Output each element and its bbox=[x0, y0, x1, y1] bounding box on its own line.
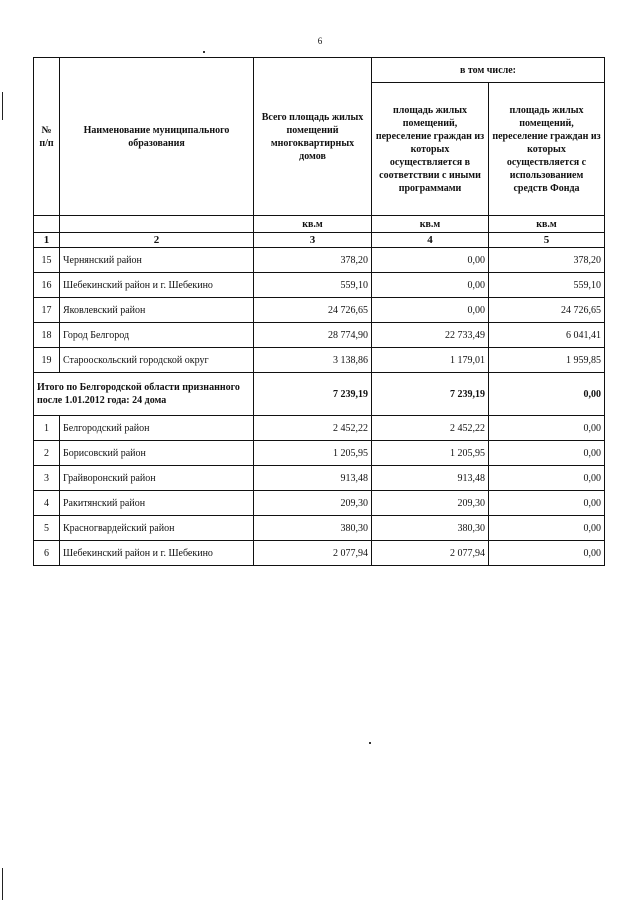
row-fund: 378,20 bbox=[489, 248, 605, 273]
unit-fund: кв.м bbox=[489, 216, 605, 233]
row-other: 913,48 bbox=[372, 466, 489, 491]
table-row bbox=[34, 416, 605, 441]
unit-total: кв.м bbox=[254, 216, 372, 233]
housing-area-table bbox=[33, 57, 605, 566]
row-total: 378,20 bbox=[254, 248, 372, 273]
table-row bbox=[34, 323, 605, 348]
row-fund: 0,00 bbox=[489, 441, 605, 466]
row-fund: 0,00 bbox=[489, 491, 605, 516]
row-total: 2 077,94 bbox=[254, 541, 372, 566]
table-row bbox=[34, 541, 605, 566]
row-fund: 559,10 bbox=[489, 273, 605, 298]
unit-other: кв.м bbox=[372, 216, 489, 233]
table-row bbox=[34, 273, 605, 298]
row-name: Город Белгород bbox=[60, 323, 254, 348]
row-num: 4 bbox=[34, 491, 60, 516]
row-name: Чернянский район bbox=[60, 248, 254, 273]
column-number: 4 bbox=[372, 233, 489, 248]
table-row bbox=[34, 298, 605, 323]
row-num: 15 bbox=[34, 248, 60, 273]
header-num: № п/п bbox=[34, 58, 60, 216]
row-other: 209,30 bbox=[372, 491, 489, 516]
row-other: 0,00 bbox=[372, 273, 489, 298]
row-num: 19 bbox=[34, 348, 60, 373]
column-number: 3 bbox=[254, 233, 372, 248]
row-other: 2 077,94 bbox=[372, 541, 489, 566]
total-fund: 0,00 bbox=[489, 373, 605, 416]
row-total: 1 205,95 bbox=[254, 441, 372, 466]
row-name: Яковлевский район bbox=[60, 298, 254, 323]
row-total: 559,10 bbox=[254, 273, 372, 298]
table-row bbox=[34, 466, 605, 491]
table-row bbox=[34, 516, 605, 541]
row-total: 28 774,90 bbox=[254, 323, 372, 348]
table-row bbox=[34, 248, 605, 273]
row-name: Красногвардейский район bbox=[60, 516, 254, 541]
row-name: Борисовский район bbox=[60, 441, 254, 466]
row-fund: 24 726,65 bbox=[489, 298, 605, 323]
table-row bbox=[34, 491, 605, 516]
row-num: 5 bbox=[34, 516, 60, 541]
column-number: 1 bbox=[34, 233, 60, 248]
page-number: 6 bbox=[317, 36, 323, 46]
row-total: 2 452,22 bbox=[254, 416, 372, 441]
header-other-programs: площадь жилых помещений, переселение граждан из которых осуществляется в соответствии с иными программами bbox=[372, 83, 489, 216]
row-name: Грайворонский район bbox=[60, 466, 254, 491]
row-num: 3 bbox=[34, 466, 60, 491]
header-total: Всего площадь жилых помещений многоквартирных домов bbox=[254, 58, 372, 216]
header-fund: площадь жилых помещений, переселение граждан из которых осуществляется с использованием средств Фонда bbox=[489, 83, 605, 216]
row-name: Ракитянский район bbox=[60, 491, 254, 516]
row-fund: 1 959,85 bbox=[489, 348, 605, 373]
row-total: 209,30 bbox=[254, 491, 372, 516]
row-other: 0,00 bbox=[372, 248, 489, 273]
row-other: 1 205,95 bbox=[372, 441, 489, 466]
row-other: 2 452,22 bbox=[372, 416, 489, 441]
table-row bbox=[34, 348, 605, 373]
scan-margin-mark bbox=[2, 868, 3, 900]
header-name: Наименование муниципального образования bbox=[60, 58, 254, 216]
row-num: 18 bbox=[34, 323, 60, 348]
row-name: Белгородский район bbox=[60, 416, 254, 441]
total-row bbox=[34, 373, 605, 416]
row-fund: 0,00 bbox=[489, 466, 605, 491]
total-label: Итого по Белгородской области признанного после 1.01.2012 года: 24 дома bbox=[34, 373, 254, 416]
row-total: 380,30 bbox=[254, 516, 372, 541]
scan-dot bbox=[369, 742, 371, 744]
row-fund: 0,00 bbox=[489, 541, 605, 566]
row-num: 6 bbox=[34, 541, 60, 566]
row-num: 2 bbox=[34, 441, 60, 466]
row-fund: 0,00 bbox=[489, 416, 605, 441]
row-fund: 6 041,41 bbox=[489, 323, 605, 348]
row-num: 17 bbox=[34, 298, 60, 323]
row-total: 24 726,65 bbox=[254, 298, 372, 323]
header-including: в том числе: bbox=[372, 58, 605, 83]
row-num: 16 bbox=[34, 273, 60, 298]
row-other: 380,30 bbox=[372, 516, 489, 541]
column-number: 5 bbox=[489, 233, 605, 248]
scan-margin-mark bbox=[2, 92, 3, 120]
row-total: 913,48 bbox=[254, 466, 372, 491]
total-other: 7 239,19 bbox=[372, 373, 489, 416]
unit-empty bbox=[34, 216, 60, 233]
total-total: 7 239,19 bbox=[254, 373, 372, 416]
row-other: 22 733,49 bbox=[372, 323, 489, 348]
row-name: Шебекинский район и г. Шебекино bbox=[60, 273, 254, 298]
unit-empty bbox=[60, 216, 254, 233]
row-name: Шебекинский район и г. Шебекино bbox=[60, 541, 254, 566]
row-fund: 0,00 bbox=[489, 516, 605, 541]
row-other: 1 179,01 bbox=[372, 348, 489, 373]
row-other: 0,00 bbox=[372, 298, 489, 323]
row-num: 1 bbox=[34, 416, 60, 441]
scan-dot bbox=[203, 51, 205, 53]
row-name: Старооскольский городской округ bbox=[60, 348, 254, 373]
column-number: 2 bbox=[60, 233, 254, 248]
table-row bbox=[34, 441, 605, 466]
row-total: 3 138,86 bbox=[254, 348, 372, 373]
